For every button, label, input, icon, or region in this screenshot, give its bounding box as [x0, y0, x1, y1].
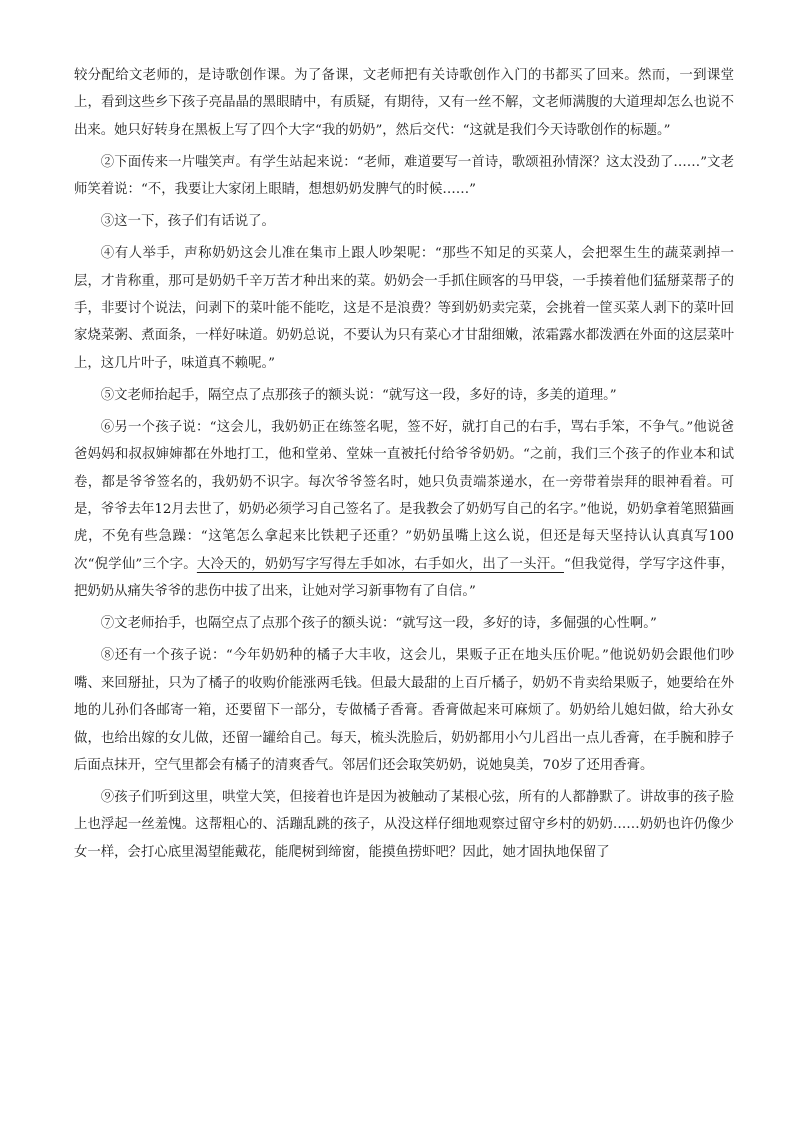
paragraph-8: ⑧还有一个孩子说：“今年奶奶种的橘子大丰收，这会儿，果贩子正在地头压价呢。”他说奶奶会跟他们吵嘴、来回掰扯，只为了橘子的收购价能涨两毛钱。但最大最甜的上百斤橘子，奶奶不肯卖给果贩子，她要给在外地的儿孙们各邮寄一箱，还要留下一部分，专做橘子香膏。香膏做起来可麻烦了。奶奶给儿媳妇做，给大孙女做，也给出嫁的女儿做，还留一罐给自己。每天，梳头洗脸后，奶奶都用小勺儿舀出一点儿香膏，在手腕和脖子后面点抹开，空气里都会有橘子的清爽香气。邻居们还会取笑奶奶，说她臭美，70岁了还用香膏。 [74, 648, 734, 773]
paragraph-2: ②下面传来一片嗤笑声。有学生站起来说：“老师，难道要写一首诗，歌颂祖孙情深？这太没劲了……”文老师笑着说：“不，我要让大家闭上眼睛，想想奶奶发脾气的时候……” [74, 154, 734, 198]
paragraph-3: ③这一下，孩子们有话说了。 [100, 214, 275, 230]
paragraph-4: ④有人举手，声称奶奶这会儿准在集市上跟人吵架呢：“那些不知足的买菜人，会把翠生生的蔬菜剥掉一层，才肯称重，那可是奶奶千辛万苦才种出来的菜。奶奶会一手抓住顾客的马甲袋，一手揍着他们猛掰菜帮子的手，非要讨个说法，问剥下的菜叶能不能吃，这是不是浪费？等到奶奶卖完菜，会挑着一筐买菜人剥下的菜叶回家烧菜粥、煮面条，一样好味道。奶奶总说，不要认为只有菜心才甘甜细嫩，浓霜露水都泼洒在外面的这层菜叶上，这几片叶子，味道真不赖呢。” [74, 246, 734, 371]
paragraph-6-after: “但我觉得，学写字这件事，把奶奶从痛失爷爷的悲伤中拔了出来，让她对学习新事物有了自信。” [74, 556, 734, 600]
paragraph-5: ⑤文老师抬起手，隔空点了点那孩子的额头说：“就写这一段，多好的诗，多美的道理。” [100, 387, 617, 403]
paragraph-9: ⑨孩子们听到这里，哄堂大笑，但接着也许是因为被触动了某根心弦，所有的人都静默了。讲故事的孩子脸上也浮起一丝羞愧。这帮粗心的、活蹦乱跳的孩子，从没这样仔细地观察过留守乡村的奶奶……奶奶也许仍像少女一样，会打心底里渴望能戴花，能爬树到缔窗，能摸鱼捞虾吧？因此，她才固执地保留了 [74, 789, 734, 860]
paragraph-6 [74, 414, 734, 606]
paragraph-1: 较分配给文老师的，是诗歌创作课。为了备课，文老师把有关诗歌创作入门的书都买了回来。然而，一到课堂上，看到这些乡下孩子亮晶晶的黑眼睛中，有质疑，有期待，又有一丝不解，文老师满腹的大道理却怎么也说不出来。她只好转身在黑板上写了四个大字“我的奶奶”，然后交代：“这就是我们今天诗歌创作的标题。” [74, 68, 734, 138]
paragraph-7: ⑦文老师抬手，也隔空点了点那个孩子的额头说：“就写这一段，多好的诗，多倔强的心性啊。” [100, 616, 657, 632]
paragraph-6-before: ⑥另一个孩子说：“这会儿，我奶奶正在练签名呢，签不好，就打自己的右手，骂右手笨，不争气。”他说爸爸妈妈和叔叔婶婶都在外地打工，他和堂弟、堂妹一直被托付给爷爷奶奶。“之前，我们三个孩子的作业本和试卷，都是爷爷签名的，我奶奶不识字。每次爷爷签名时，她只负责端茶递水，在一旁带着崇拜的眼神看着。可是，爷爷去年12月去世了，奶奶必须学习自己签名了。是我教会了奶奶写自己的名字。”他说，奶奶拿着笔照猫画虎，不免有些急躁：“这笔怎么拿起来比铁耙子还重？”奶奶虽嘴上这么说，但还是每天坚持认认真真写100次“倪学仙”三个字。 [74, 419, 734, 572]
document-body [74, 62, 734, 866]
underlined-sentence: 大冷天的，奶奶写字写得左手如冰，右手如火，出了一头汗。 [196, 556, 564, 572]
